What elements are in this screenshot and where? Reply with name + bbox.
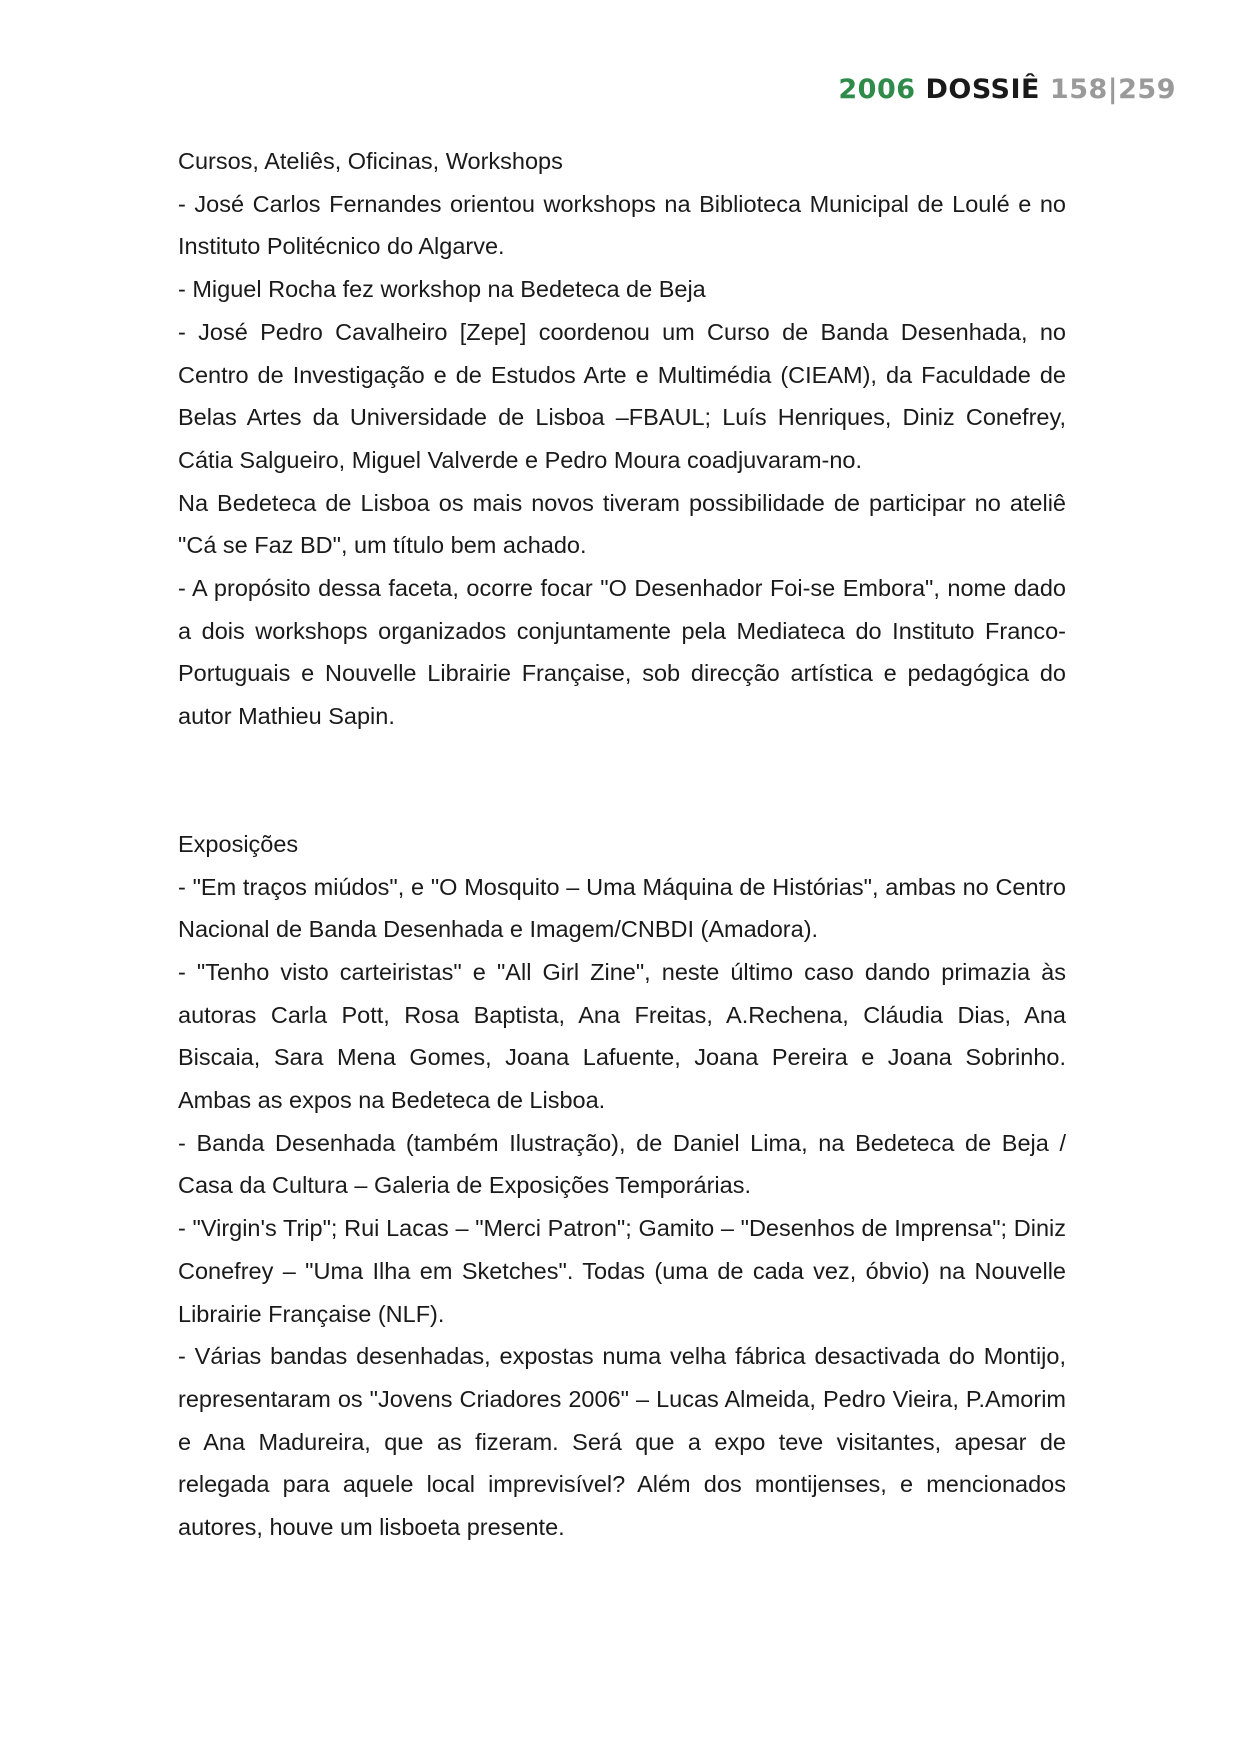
header-label: DOSSIÊ bbox=[925, 74, 1040, 105]
header-page-number: 158|259 bbox=[1049, 74, 1176, 105]
section-heading: Exposições bbox=[178, 830, 299, 857]
paragraph: Na Bedeteca de Lisboa os mais novos tiveram possibilidade de participar no ateliê "Cá se Faz BD", um título bem achado. bbox=[178, 489, 1066, 559]
paragraph: - José Carlos Fernandes orientou workshops na Biblioteca Municipal de Loulé e no Instituto Politécnico do Algarve. bbox=[178, 190, 1066, 260]
section-spacer bbox=[178, 738, 1066, 823]
section-exhibitions bbox=[178, 823, 1066, 1549]
paragraph: - Várias bandas desenhadas, expostas numa velha fábrica desactivada do Montijo, representaram os "Jovens Criadores 2006" – Lucas Almeida, Pedro Vieira, P.Amorim e Ana Madureira, que as fizeram. Será que a expo teve visitantes, apesar de relegada para aquele local imprevisível? Além dos montijenses, e mencionados autores, houve um lisboeta presente. bbox=[178, 1343, 1066, 1541]
paragraph: - Banda Desenhada (também Ilustração), de Daniel Lima, na Bedeteca de Beja / Casa da Cultura – Galeria de Exposições Temporárias. bbox=[178, 1129, 1066, 1199]
page-header bbox=[838, 74, 1176, 105]
paragraph: - "Tenho visto carteiristas" e "All Girl Zine", neste último caso dando primazia às autoras Carla Pott, Rosa Baptista, Ana Freitas, A.Rechena, Cláudia Dias, Ana Biscaia, Sara Mena Gomes, Joana Lafuente, Joana Pereira e Joana Sobrinho. Ambas as expos na Bedeteca de Lisboa. bbox=[178, 958, 1066, 1114]
paragraph: - "Virgin's Trip"; Rui Lacas – "Merci Patron"; Gamito – "Desenhos de Imprensa"; Diniz Conefrey – "Uma Ilha em Sketches". Todas (uma de cada vez, óbvio) na Nouvelle Librairie Française (NLF). bbox=[178, 1215, 1066, 1327]
section-heading: Cursos, Ateliês, Oficinas, Workshops bbox=[178, 148, 563, 174]
section-workshops bbox=[178, 140, 1066, 738]
document-body bbox=[178, 140, 1066, 1549]
paragraph: - A propósito dessa faceta, ocorre focar "O Desenhador Foi-se Embora", nome dado a dois workshops organizados conjuntamente pela Mediateca do Instituto Franco-Portuguais e Nouvelle Librairie Française, sob direcção artística e pedagógica do autor Mathieu Sapin. bbox=[178, 575, 1066, 730]
paragraph: - José Pedro Cavalheiro [Zepe] coordenou um Curso de Banda Desenhada, no Centro de Investigação e de Estudos Arte e Multimédia (CIEAM), da Faculdade de Belas Artes da Universidade de Lisboa –FBAUL; Luís Henriques, Diniz Conefrey, Cátia Salgueiro, Miguel Valverde e Pedro Moura coadjuvaram-no. bbox=[178, 318, 1066, 473]
header-year: 2006 bbox=[838, 74, 916, 105]
paragraph: - Miguel Rocha fez workshop na Bedeteca de Beja bbox=[178, 276, 706, 303]
paragraph: - "Em traços miúdos", e "O Mosquito – Uma Máquina de Histórias", ambas no Centro Nacional de Banda Desenhada e Imagem/CNBDI (Amadora). bbox=[178, 873, 1066, 943]
